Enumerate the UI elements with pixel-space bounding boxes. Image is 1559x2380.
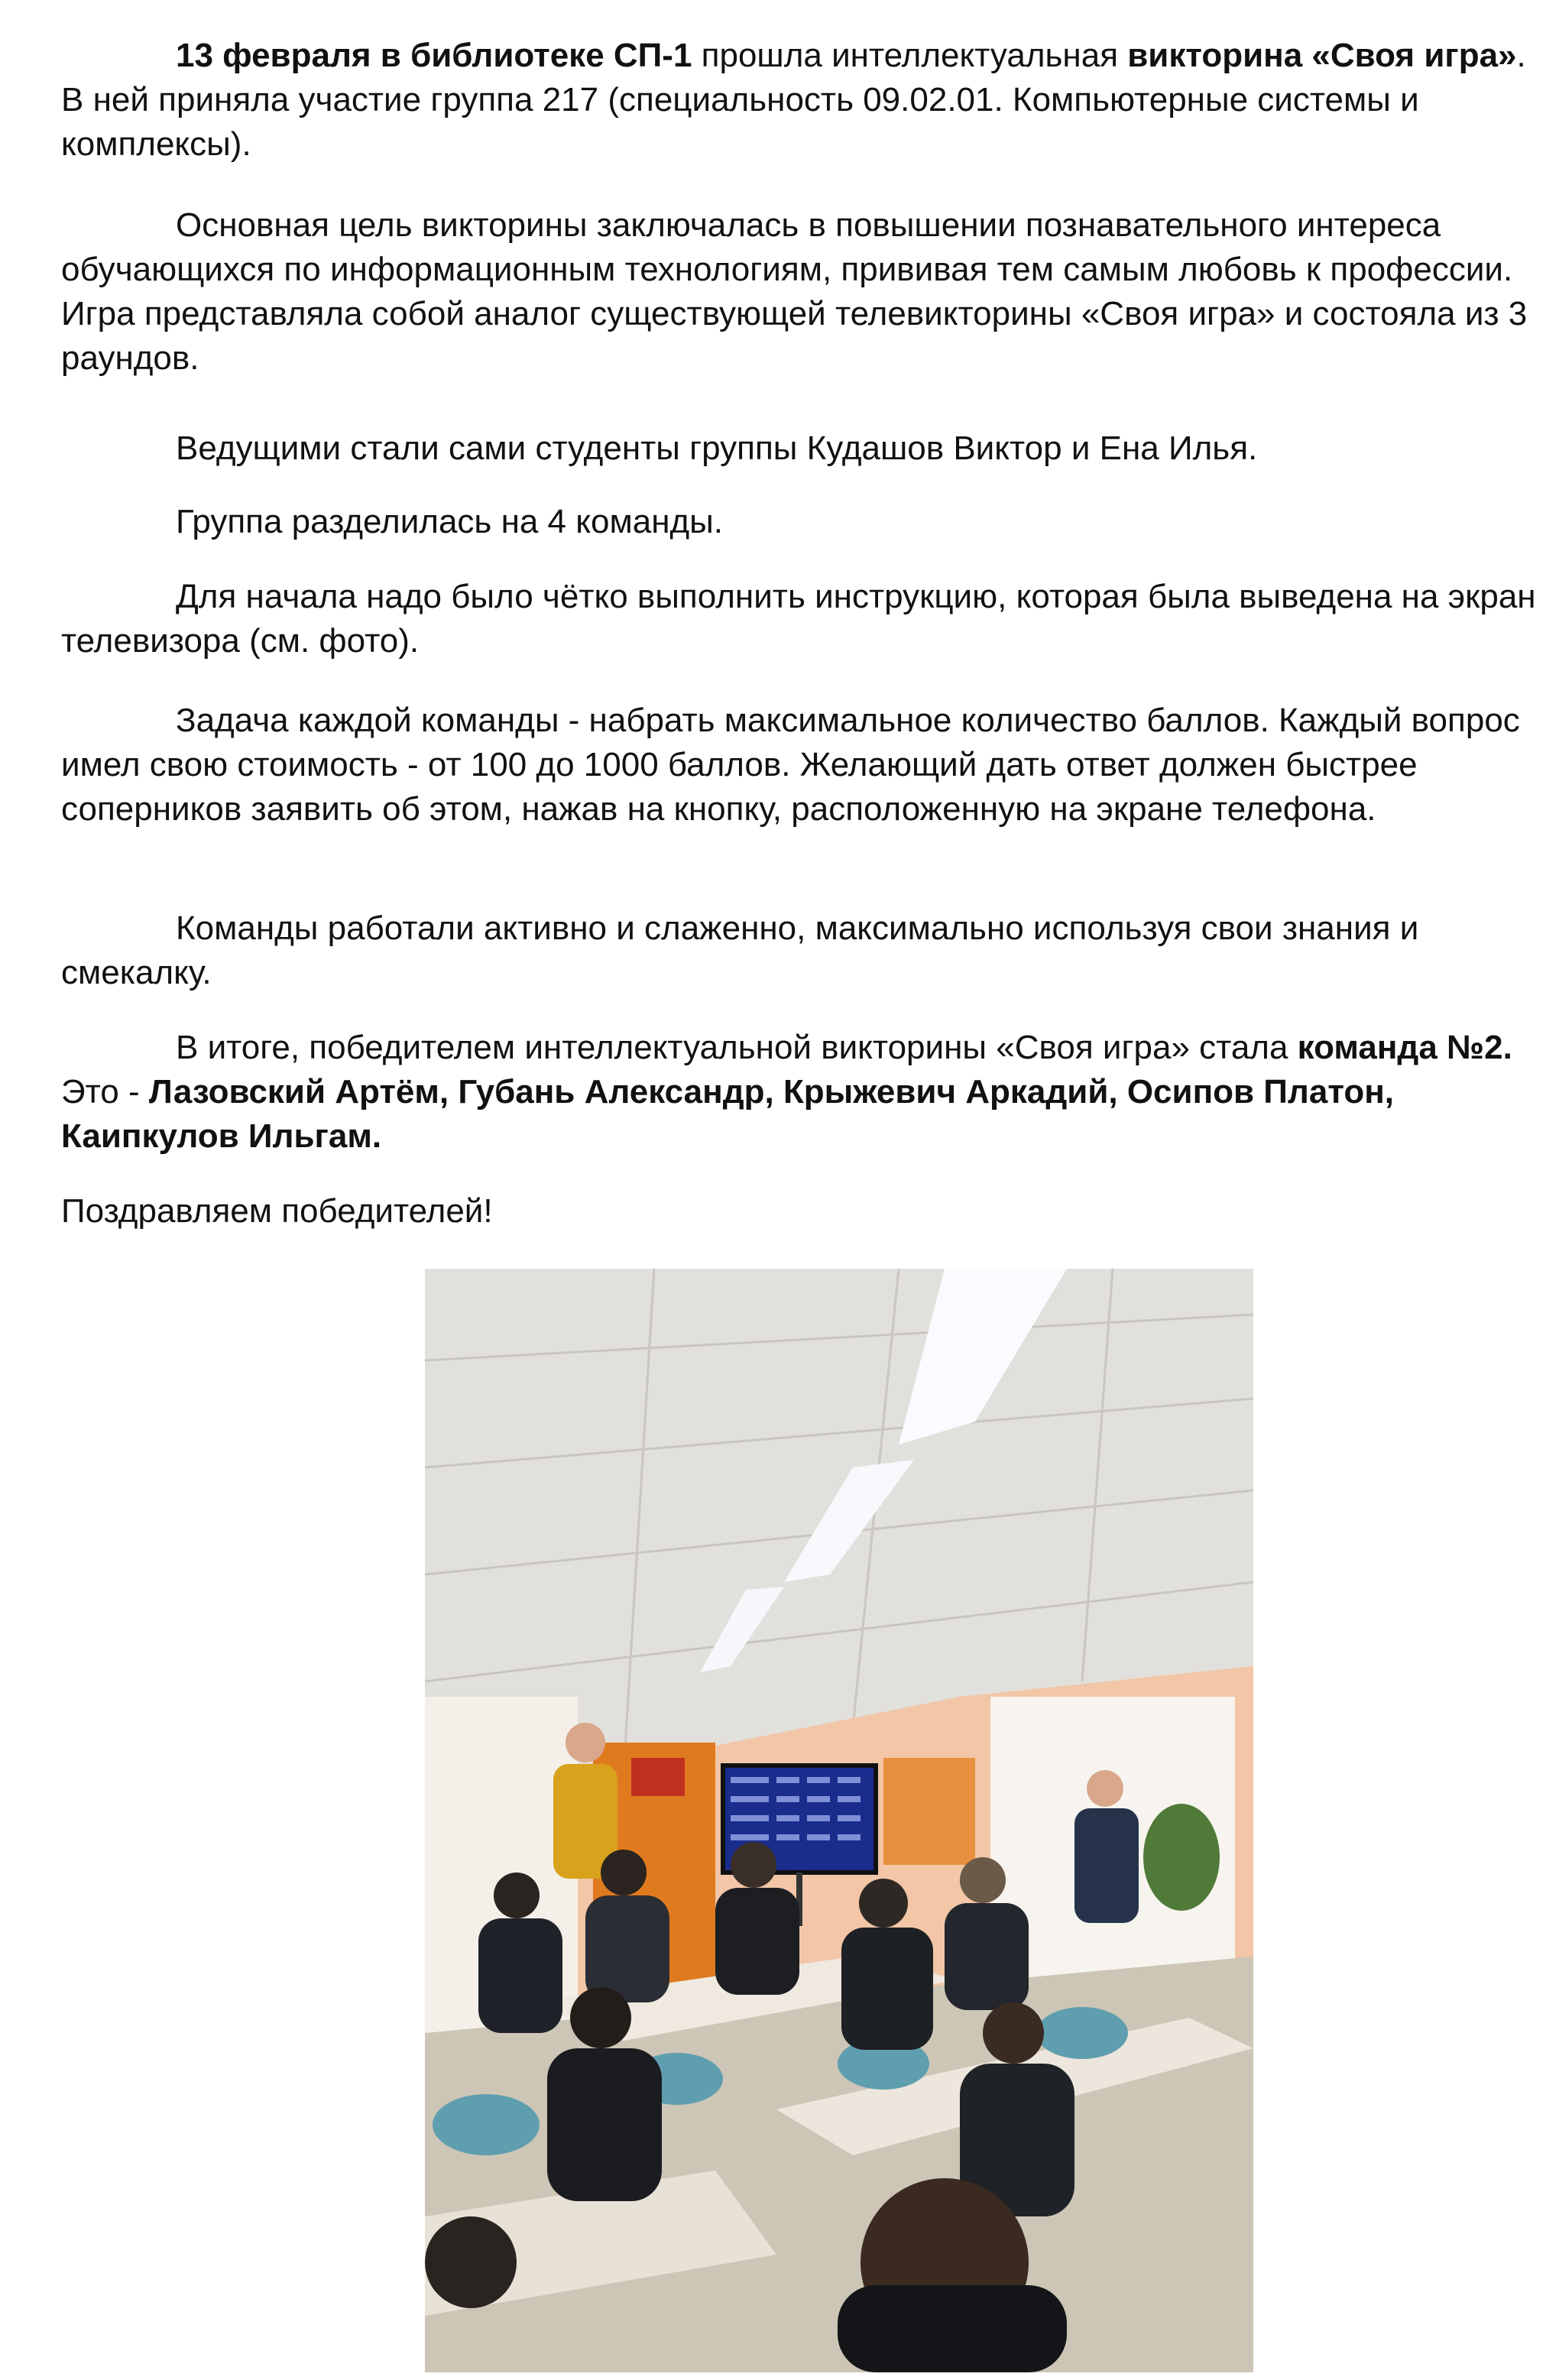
plant	[1143, 1804, 1220, 1911]
presenter-body	[1074, 1808, 1139, 1923]
book	[631, 1758, 685, 1796]
paragraph-congrats: Поздравляем победителей!	[61, 1192, 493, 1230]
presenter-head	[566, 1723, 605, 1762]
paragraph-intro	[61, 34, 1544, 167]
paragraph-teams: Группа разделилась на 4 команды.	[176, 503, 724, 540]
paragraph-hosts: Ведущими стали сами студенты группы Кудашов Виктор и Ена Илья.	[176, 430, 1258, 467]
winners-text-1: В итоге, победителем интеллектуальной викторины «Своя игра» стала	[176, 1029, 1298, 1066]
event-photo	[425, 1269, 1253, 2372]
paragraph-instructions: Для начала надо было чётко выполнить инструкцию, которая была выведена на экран телевизора (см. фото).	[61, 578, 1536, 660]
presenter-head	[1087, 1770, 1123, 1807]
intro-text-1: прошла интеллектуальная	[692, 37, 1128, 74]
classroom-photo-illustration	[425, 1269, 1253, 2372]
chair	[433, 2094, 540, 2155]
chair	[1036, 2007, 1128, 2059]
paragraph-goal: Основная цель викторины заключалась в повышении познавательного интереса обучающихся по информационным технологиям, прививая тем самым любовь к профессии. Игра представляла собой аналог существующей телевикторины «Своя игра» и состояла из 3 раундов.	[61, 206, 1528, 377]
bookshelf-right	[883, 1758, 975, 1865]
paragraph-teamwork: Команды работали активно и слаженно, максимально используя свои знания и смекалку.	[61, 910, 1419, 991]
event-date: 13 февраля в библиотеке СП-1	[176, 37, 692, 74]
paragraph-task: Задача каждой команды - набрать максимальное количество баллов. Каждый вопрос имел свою стоимость - от 100 до 1000 баллов. Желающий дать ответ должен быстрее соперников заявить об этом, нажав на кнопку, расположенную на экране телефона.	[61, 702, 1520, 828]
paragraph-winners	[61, 1026, 1544, 1159]
winning-team: команда №2.	[1297, 1029, 1512, 1066]
intro-text-2: . В ней приняла участие группа 217 (специальность 09.02.01. Компьютерные системы и комплексы).	[61, 37, 1526, 163]
quiz-name: викторина «Своя игра»	[1127, 37, 1517, 74]
winners-text-2: Это -	[61, 1073, 149, 1111]
winner-names: Лазовский Артём, Губань Александр, Крыжевич Аркадий, Осипов Платон, Каипкулов Ильгам.	[61, 1073, 1394, 1155]
